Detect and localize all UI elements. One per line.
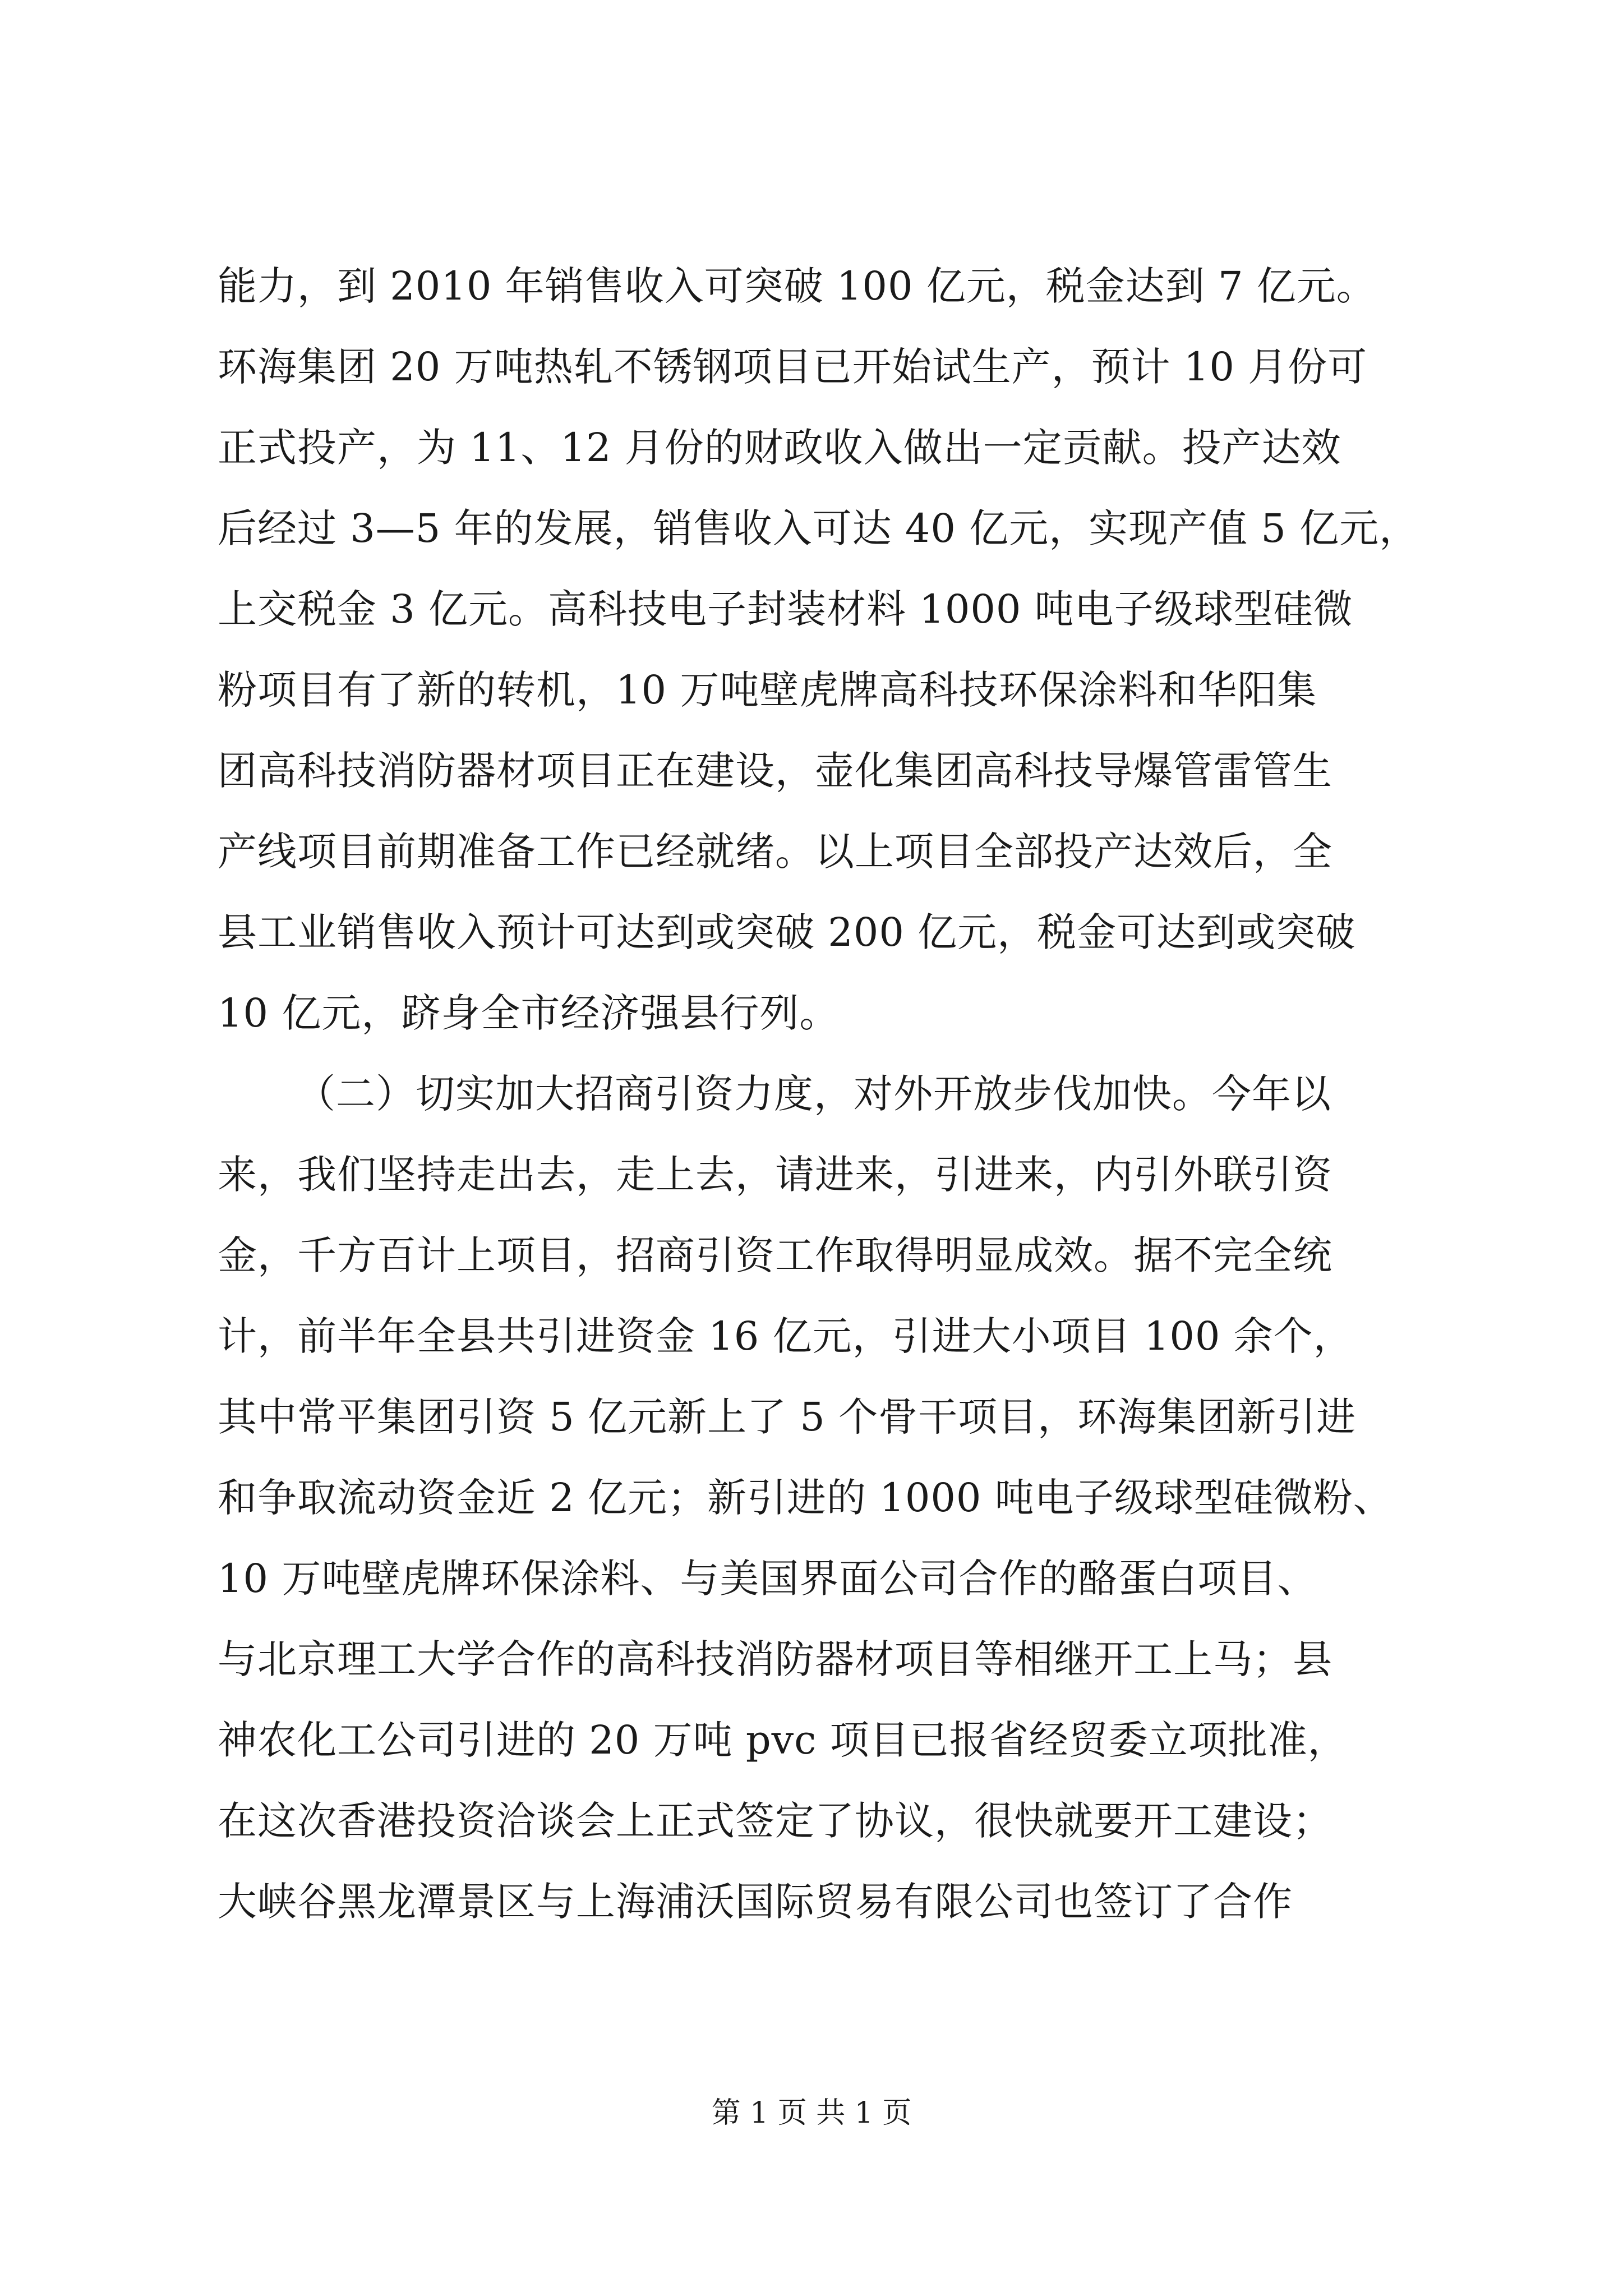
text-line: 粉项目有了新的转机，10 万吨壁虎牌高科技环保涂料和华阳集 bbox=[218, 667, 1317, 713]
text-line: 其中常平集团引资 5 亿元新上了 5 个骨干项目，环海集团新引进 bbox=[218, 1394, 1357, 1440]
text-line: 来，我们坚持走出去，走上去，请进来，引进来，内引外联引资 bbox=[218, 1152, 1332, 1198]
text-line: 团高科技消防器材项目正在建设，壶化集团高科技导爆管雷管生 bbox=[218, 748, 1332, 794]
text-line: 产线项目前期准备工作已经就绪。以上项目全部投产达效后，全 bbox=[218, 829, 1332, 875]
text-line: 和争取流动资金近 2 亿元；新引进的 1000 吨电子级球型硅微粉、 bbox=[218, 1475, 1393, 1521]
text-line: 与北京理工大学合作的高科技消防器材项目等相继开工上马；县 bbox=[218, 1636, 1332, 1682]
text-line: 正式投产，为 11、12 月份的财政收入做出一定贡献。投产达效 bbox=[218, 425, 1341, 471]
page-footer bbox=[0, 2093, 1623, 2133]
document-body bbox=[218, 246, 1429, 1942]
text-line: 计，前半年全县共引进资金 16 亿元，引进大小项目 100 余个， bbox=[218, 1313, 1353, 1359]
text-line: 环海集团 20 万吨热轧不锈钢项目已开始试生产，预计 10 月份可 bbox=[218, 344, 1368, 390]
text-line: 后经过 3—5 年的发展，销售收入可达 40 亿元，实现产值 5 亿元， bbox=[218, 505, 1419, 551]
text-line: 10 亿元，跻身全市经济强县行列。 bbox=[218, 990, 840, 1036]
text-line: 大峡谷黑龙潭景区与上海浦沃国际贸易有限公司也签订了合作 bbox=[218, 1879, 1293, 1925]
text-line: 10 万吨壁虎牌环保涂料、与美国界面公司合作的酪蛋白项目、 bbox=[218, 1556, 1317, 1602]
page-number: 第 1 页 共 1 页 bbox=[711, 2096, 912, 2130]
text-line: 上交税金 3 亿元。高科技电子封装材料 1000 吨电子级球型硅微 bbox=[218, 586, 1353, 632]
text-line: 县工业销售收入预计可达到或突破 200 亿元，税金可达到或突破 bbox=[218, 909, 1356, 955]
text-line: 金，千方百计上项目，招商引资工作取得明显成效。据不完全统 bbox=[218, 1232, 1332, 1278]
paragraph-start-line: （二）切实加大招商引资力度，对外开放步伐加快。今年以 bbox=[296, 1071, 1331, 1117]
text-line: 神农化工公司引进的 20 万吨 pvc 项目已报省经贸委立项批准， bbox=[218, 1717, 1348, 1763]
text-line: 能力，到 2010 年销售收入可突破 100 亿元，税金达到 7 亿元。 bbox=[218, 263, 1376, 309]
text-line: 在这次香港投资洽谈会上正式签定了协议，很快就要开工建设； bbox=[218, 1798, 1332, 1844]
